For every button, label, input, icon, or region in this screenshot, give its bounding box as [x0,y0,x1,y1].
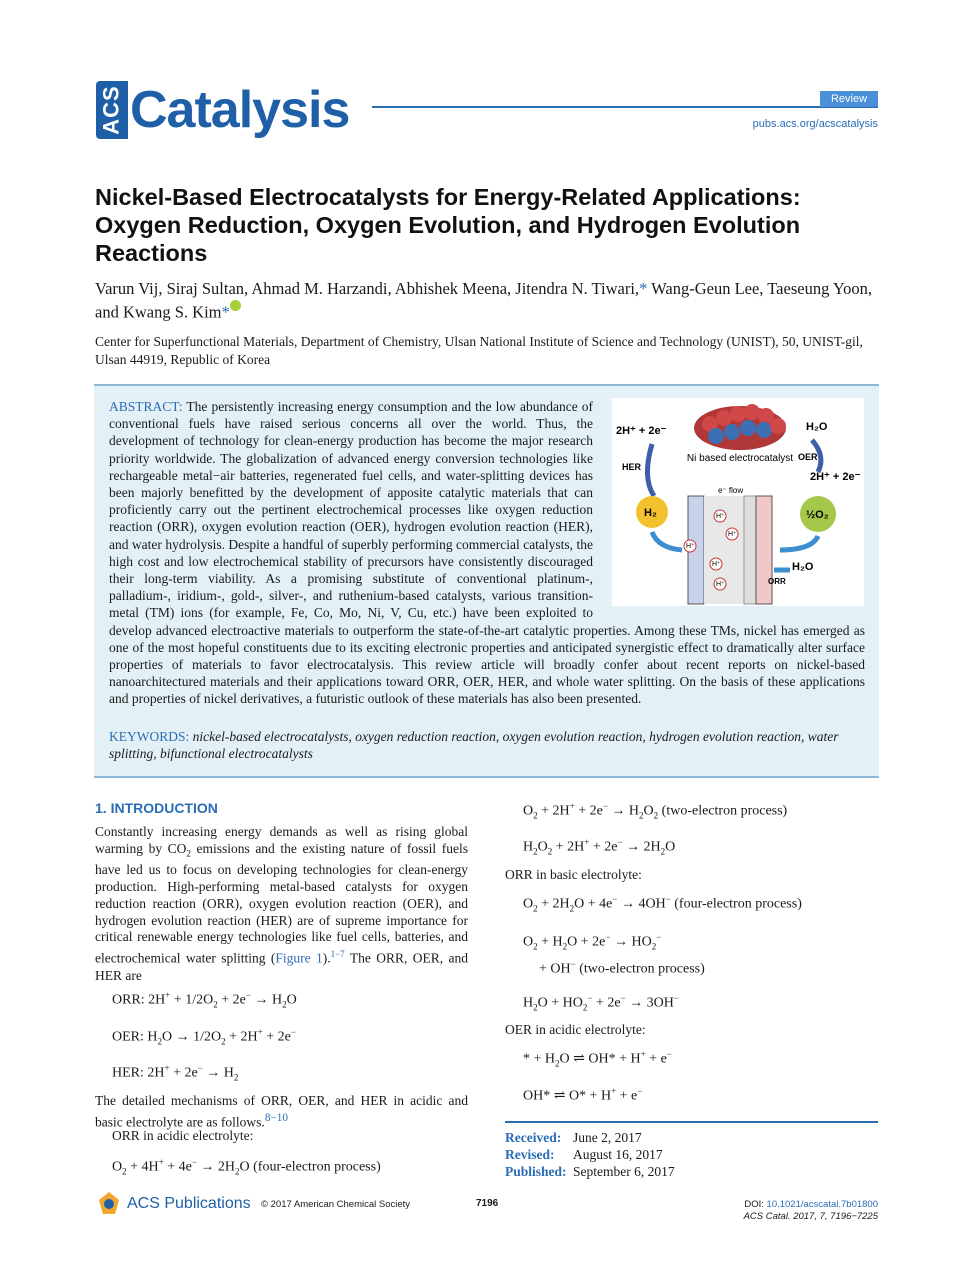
orcid-icon[interactable] [230,300,241,311]
acs-publications-icon [95,1190,123,1218]
equation-ho2-reduction: $H_2O + HO_2^- + 2e^- \to 3OH^-$ [523,993,679,1013]
corresponding-mark[interactable]: * [639,279,648,298]
affiliation: Center for Superfunctional Materials, Department of Chemistry, Ulsan National Institute of Science and Technology (UNIST), 50, UNIST-gil, Ulsan 44919, Republic of Korea [95,334,863,367]
h2-flow-arrow [652,532,682,550]
author-list [95,278,885,324]
toc-half-o2: ½O₂ [806,509,829,521]
date-row: Revised: August 16, 2017 [505,1147,663,1162]
journal-name: Catalysis [130,81,350,139]
toc-right-top: H₂O [806,421,828,433]
equation-h2o2-reduction: $H_2O_2 + 2H^+ + 2e^- \to 2H_2O$ [523,837,676,857]
citation-link[interactable]: 1−7 [330,949,345,960]
toc-h2: H₂ [644,507,657,519]
citation-link[interactable]: 8−10 [264,1111,289,1124]
toc-her: HER [622,462,642,472]
publisher-logo[interactable]: ACS Publications [95,1190,251,1218]
keywords [109,728,865,762]
equation-orr-basic-2e-a: $O_2 + H_2O + 2e^- \to HO_2^-$ [523,932,662,952]
equation-oer-step1: * + $H_2O$ ⇌ OH* + H+ + e− [523,1049,672,1069]
equation-orr-basic-2e-b: + OH− (two-electron process) [539,959,705,977]
svg-text:H⁺: H⁺ [716,581,725,588]
acs-logo-mark: ACS [96,81,128,139]
svg-text:H⁺: H⁺ [716,513,725,520]
toc-h2o-out: H₂O [792,561,814,573]
journal-logo [96,80,349,140]
oer-acidic-label: OER in acidic electrolyte: [505,1022,646,1037]
doi-link[interactable]: 10.1021/acscatal.7b01800 [766,1199,878,1210]
section-heading: 1. INTRODUCTION [95,800,218,816]
equation-orr-acidic-4e: $O_2 + 4H^+ + 4e^- \to 2H_2O$ (four-electron process) [112,1157,381,1177]
svg-text:H⁺: H⁺ [712,561,721,568]
o2-flow-arrow [780,536,818,550]
authors-part1: Varun Vij, Siraj Sultan, Ahmad M. Harzandi, Abhishek Meena, Jitendra N. Tiwari, [95,279,640,298]
doi-citation: DOI: 10.1021/acscatal.7b01800 ACS Catal. 2017, 7, 7196−7225 [743,1199,878,1222]
toc-orr: ORR [768,577,786,586]
keywords-label: KEYWORDS: [109,729,190,744]
toc-eflow: e⁻ flow [718,486,744,495]
publication-dates [505,1121,878,1180]
svg-text:H⁺: H⁺ [686,543,695,550]
keywords-list: nickel-based electrocatalysts, oxygen reduction reaction, oxygen evolution reaction, hydrogen evolution reaction, water splitting, bifunctional electrocatalysts [109,729,839,762]
equation-orr-basic-4e: $O_2 + 2H_2O + 4e^- \to 4OH^-$ (four-electron process) [523,894,802,914]
header-rule [372,106,878,108]
ni-catalyst-spheres [694,404,786,450]
equation-oer-step2: OH* ⇌ O* + H+ + e− [523,1086,643,1104]
figure-link[interactable]: Figure 1 [275,950,323,966]
article-type-badge: Review [820,91,878,107]
abstract-body: The persistently increasing energy consumption and the low abundance of conventional fuels have raised serious concerns all over the world. Thus, the development of technology for clean-energy production has become the major research priority worldwide. The globalization of advanced energy conversion technologies like rechargeable metal−air batteries, regenerated fuel cells, and water-splitting devices has been majorly benefitted by the development of apposite catalytic materials that can proficiently carry out the pertinent electrochemical processes like oxygen reduction reaction (ORR), oxygen evolution reaction (OER), hydrogen evolution reaction (HER), and water hydrolysis. Despite a handful of superbly performing commercial catalysts, the high cost and low electrochemical stability of precursors have consistently discouraged their long-term viability. As a promising substitute of conventional platinum-, palladium-, iridium-, gold-, silver-, and ruthenium-based catalysts, various transition-metal (TM) ions (for example, Fe, Co, Mo, Ni, V, Cu, etc.) have been exploited to develop advanced electroactive materials to outperform the state-of-the-art catalytic properties. Among these TMs, nickel has emerged as one of the most hopeful constituents due to its exciting electronic properties and anticipated synergistic effect to dramatically alter surface properties of materials to favor electrocatalysis. This review article will broadly confer about recent reports on nickel-based nanoarchitectured materials and their applications toward ORR, OER, HER, and whole water splitting. On the basis of these applications and properties of nickel derivatives, a futuristic outlook of these materials has also been presented. [109,399,865,707]
equation-her: HER: $2H^+ + 2e^- \to H_2$ [112,1063,239,1083]
her-arrow [647,444,654,496]
equation-orr: ORR: $2H^+ + 1/2O_2 + 2e^- \to H_2O$ [112,990,297,1010]
citation-text: ACS Catal. 2017, 7, 7196−7225 [743,1211,878,1222]
equation-orr-acidic-2e: $O_2 + 2H^+ + 2e^- \to H_2O_2$ (two-electron process) [523,801,788,821]
date-row: Published: September 6, 2017 [505,1164,675,1179]
toc-right-mid: 2H⁺ + 2e⁻ [810,471,861,483]
membrane [744,496,756,604]
orr-basic-label: ORR in basic electrolyte: [505,867,642,882]
journal-url[interactable]: pubs.acs.org/acscatalysis [752,118,878,130]
electrocatalysis-diagram [612,398,864,606]
toc-oer: OER [798,452,818,462]
intro-paragraph: Constantly increasing energy demands as well as rising global warming by $CO_2$ emissions and the existing nature of fossil fuels have led us to focus on developing technologies for clean-energy production. High-performing metal-based catalysts for oxygen reduction reaction (ORR), oxygen evolution reaction (OER), and hydrogen evolution reaction (HER) are of supreme importance for critical renewable energy technologies like fuel cells, batteries, and electrochemical water splitting (Figure 1).$^{1-7}$ The ORR, OER, and HER are [95,824,468,983]
svg-text:H⁺: H⁺ [728,531,737,538]
date-row: Received: June 2, 2017 [505,1130,642,1145]
copyright: © 2017 American Chemical Society [261,1199,411,1210]
orr-acidic-label: ORR in acidic electrolyte: [112,1128,254,1143]
authors-part2: Wang-Geun Lee, Taeseung Yoon, and Kwang S. Kim [95,279,872,322]
equation-oer: OER: $H_2O \to 1/2O_2 + 2H^+ + 2e^-$ [112,1027,296,1047]
toc-center-label: Ni based electrocatalyst [686,453,794,464]
toc-left-top: 2H⁺ + 2e⁻ [616,425,667,437]
mechanism-paragraph: The detailed mechanisms of ORR, OER, and HER in acidic and basic electrolyte are as follows.$^{8-10}$ [95,1093,468,1130]
toc-graphic [612,398,864,606]
cathode-plate [756,496,772,604]
article-title: Nickel-Based Electrocatalysts for Energy-Related Applications: Oxygen Reduction, Oxygen Evolution, and Hydrogen Evolution Reactions [95,184,801,266]
abstract-label: ABSTRACT: [109,399,183,414]
corresponding-mark[interactable]: * [221,302,230,322]
page-number: 7196 [476,1198,499,1209]
